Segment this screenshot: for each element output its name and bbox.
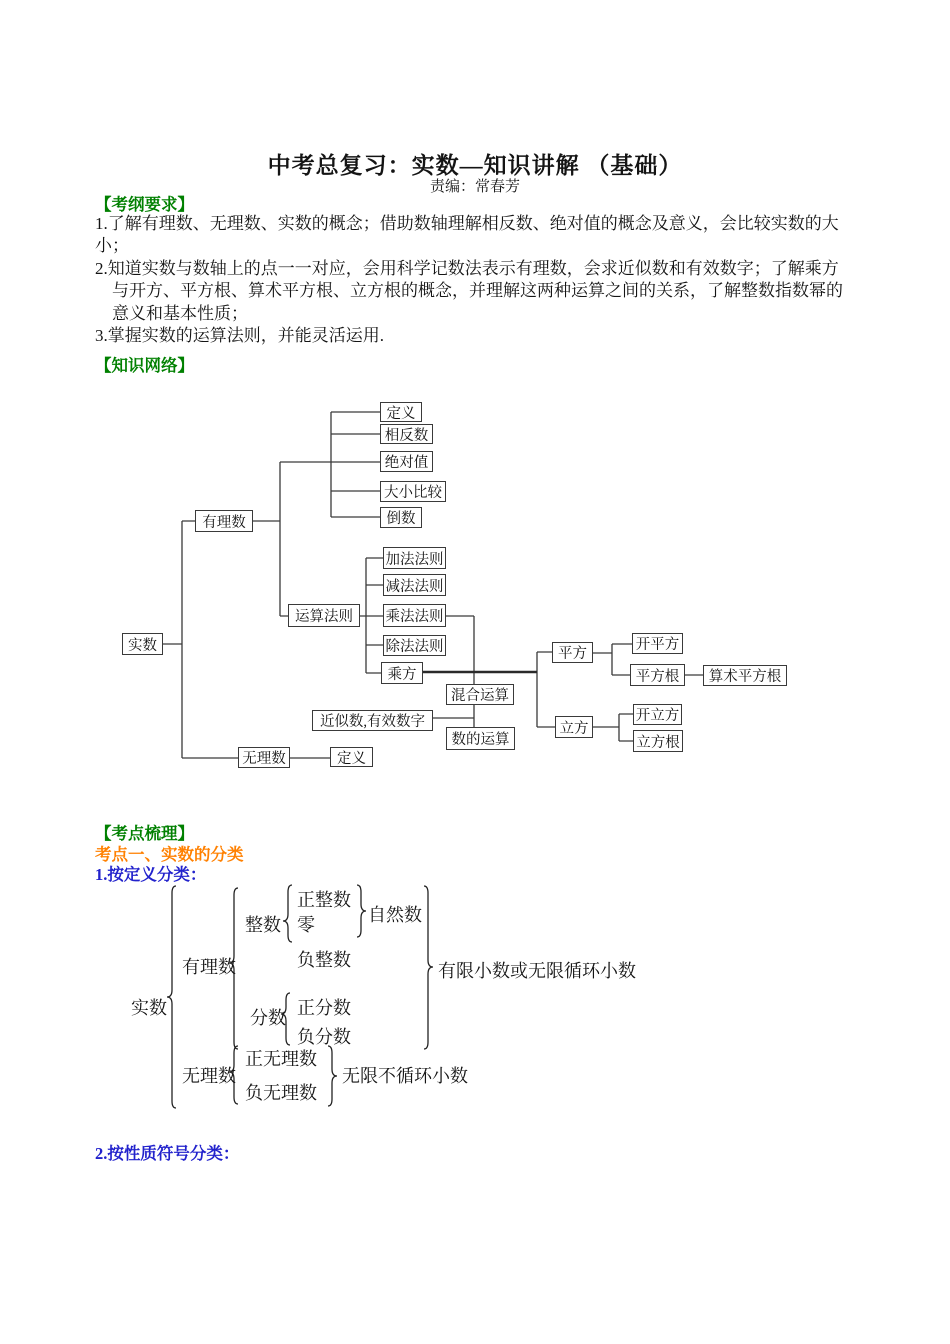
node-arithmetic-square-root: 算术平方根 xyxy=(703,665,787,686)
node-cube: 立方 xyxy=(555,716,593,738)
node-power: 乘方 xyxy=(381,662,423,684)
cls-rational: 有理数 xyxy=(182,957,236,977)
node-size-compare: 大小比较 xyxy=(380,481,446,502)
node-subtraction-rule: 减法法则 xyxy=(383,574,446,596)
outline-line: 与开方、平方根、算术平方根、立方根的概念，并理解这两种运算之间的关系，了解整数指数幂的 xyxy=(112,281,843,301)
node-division-rule: 除法法则 xyxy=(383,635,446,656)
node-absolute-value: 绝对值 xyxy=(380,451,433,472)
cls-negative-irrational: 负无理数 xyxy=(245,1083,317,1103)
brace-integer xyxy=(283,885,292,942)
outline-line: 小； xyxy=(95,236,129,256)
section-header-keypoints: 【考点梳理】 xyxy=(95,824,194,843)
node-real: 实数 xyxy=(122,633,163,655)
outline-line: 2.知道实数与数轴上的点一一对应，会用科学记数法表示有理数，会求近似数和有效数字；了解乘方 xyxy=(95,258,839,278)
node-rational: 有理数 xyxy=(195,510,253,532)
node-square-root: 平方根 xyxy=(630,664,685,686)
editor-line: 责编：常春芳 xyxy=(429,179,520,195)
brace-rational-close xyxy=(424,886,433,1049)
brace-irrational-close xyxy=(328,1046,337,1106)
outline-line: 3.掌握实数的运算法则，并能灵活运用. xyxy=(95,326,384,346)
node-irrational: 无理数 xyxy=(238,747,290,768)
cls-irrational: 无理数 xyxy=(182,1066,236,1086)
cls-rational-note: 有限小数或无限循环小数 xyxy=(438,961,636,981)
node-operation-rules: 运算法则 xyxy=(288,604,360,627)
page-title: 中考总复习：实数—知识讲解 （基础） xyxy=(267,153,683,178)
node-multiplication-rule: 乘法法则 xyxy=(383,604,446,627)
node-square-root-op: 开平方 xyxy=(632,633,683,654)
subhead-by-definition: 1.按定义分类： xyxy=(95,865,207,884)
cls-natural-number: 自然数 xyxy=(368,905,422,925)
node-approximate-significant: 近似数,有效数字 xyxy=(312,710,433,731)
cls-positive-integer: 正整数 xyxy=(297,890,351,910)
cls-irrational-note: 无限不循环小数 xyxy=(342,1066,468,1086)
section-header-outline: 【考纲要求】 xyxy=(95,195,194,214)
topic-1-title: 考点一、实数的分类 xyxy=(95,845,244,864)
subhead-by-sign: 2.按性质符号分类： xyxy=(95,1144,240,1163)
cls-fraction: 分数 xyxy=(250,1008,286,1028)
brace-real xyxy=(167,886,176,1108)
cls-real: 实数 xyxy=(131,998,167,1018)
node-cube-root: 立方根 xyxy=(633,730,683,752)
outline-line: 1.了解有理数、无理数、实数的概念；借助数轴理解相反数、绝对值的概念及意义，会比较实数的大 xyxy=(95,214,839,233)
brace-natural-close xyxy=(357,885,366,937)
outline-text xyxy=(95,213,885,347)
node-definition: 定义 xyxy=(380,402,422,422)
cls-positive-fraction: 正分数 xyxy=(297,998,351,1018)
node-addition-rule: 加法法则 xyxy=(383,547,446,569)
cls-zero: 零 xyxy=(297,915,315,935)
section-header-network: 【知识网络】 xyxy=(95,356,194,375)
cls-integer: 整数 xyxy=(245,915,281,935)
cls-negative-fraction: 负分数 xyxy=(297,1027,351,1047)
node-opposite-number: 相反数 xyxy=(380,424,433,444)
node-irrational-definition: 定义 xyxy=(330,747,373,767)
node-mixed-operation: 混合运算 xyxy=(446,684,514,705)
cls-negative-integer: 负整数 xyxy=(297,950,351,970)
cls-positive-irrational: 正无理数 xyxy=(245,1049,317,1069)
node-number-operation: 数的运算 xyxy=(446,727,515,750)
outline-line: 意义和基本性质； xyxy=(112,303,248,323)
node-cube-root-op: 开立方 xyxy=(633,704,682,725)
node-reciprocal: 倒数 xyxy=(380,507,422,528)
node-square: 平方 xyxy=(552,642,593,663)
